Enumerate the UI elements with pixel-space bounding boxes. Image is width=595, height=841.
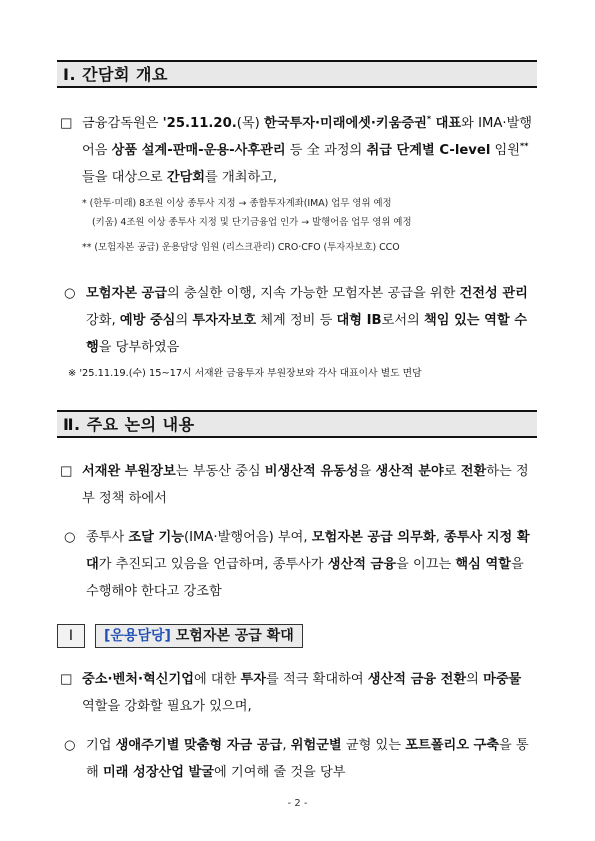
box-bullet: □ <box>60 464 73 479</box>
investment-paragraph: □ 중소·벤처·혁신기업에 대한 투자를 적극 확대하여 생산적 금융 전환의 마중물 역할을 강화할 필요가 있으며, <box>60 666 538 720</box>
circle-bullet: ○ <box>64 530 76 545</box>
portfolio-paragraph: ○ 기업 생애주기별 맞춤형 자금 공급, 위험군별 균형 있는 포트폴리오 구축을 통해 미래 성장산업 발굴에 기여해 줄 것을 당부 <box>64 732 538 786</box>
circle-bullet: ○ <box>64 286 76 301</box>
section-1-title: I. 간담회 개요 <box>57 60 537 88</box>
page-number: - 2 - <box>287 798 308 809</box>
footnote-1: * (한투·미래) 8조원 이상 종투사 지정 → 종합투자계좌(IMA) 업무 영위 예정 <box>82 198 392 209</box>
role-paragraph: ○ 종투사 조달 기능(IMA·발행어음) 부여, 모험자본 공급 의무화, 종투사 지정 확대가 추진되고 있음을 언급하며, 종투사가 생산적 금융을 이끄는 핵심 역할을 수행해야 한다고 강조함 <box>64 524 538 605</box>
meeting-reference-note: ※ '25.11.19.(수) 15~17시 서재완 금융투자 부원장보와 각사 대표이사 별도 면담 <box>68 368 422 379</box>
subsection-title <box>95 624 303 648</box>
subsection-label: 모험자본 공급 확대 <box>170 628 294 644</box>
section-2-title: Ⅱ. 주요 논의 내용 <box>57 410 537 438</box>
box-bullet: □ <box>60 116 73 131</box>
subsection-tag: [운용담당] <box>104 628 171 644</box>
overview-paragraph: □ 금융감독원은 '25.11.20.(목) 한국투자·미래에셋·키움증권* 대표와 IMA·발행어음 상품 설계-판매-운용-사후관리 등 全 과정의 취급 단계별 C-level 임원**들을 대상으로 간담회를 개최하고, <box>60 110 538 191</box>
footnote-3: ** (모험자본 공급) 운용담당 임원 (리스크관리) CRO·CFO (투자자보호) CCO <box>82 242 400 253</box>
request-paragraph: ○ 모험자본 공급의 충실한 이행, 지속 가능한 모험자본 공급을 위한 건전성 관리 강화, 예방 중심의 투자자보호 체계 정비 등 대형 IB로서의 책임 있는 역할 수행을 당부하였음 <box>64 280 538 361</box>
policy-paragraph: □ 서재완 부원장보는 부동산 중심 비생산적 유동성을 생산적 분야로 전환하는 정부 정책 하에서 <box>60 458 538 512</box>
footnote-2: (키움) 4조원 이상 종투사 지정 및 단기금융업 인가 → 발행어음 업무 영위 예정 <box>92 217 412 228</box>
box-bullet: □ <box>60 672 73 687</box>
footnotes <box>82 194 542 257</box>
subsection-number: Ⅰ <box>57 624 85 648</box>
circle-bullet: ○ <box>64 738 76 753</box>
subsection-heading <box>57 624 303 649</box>
